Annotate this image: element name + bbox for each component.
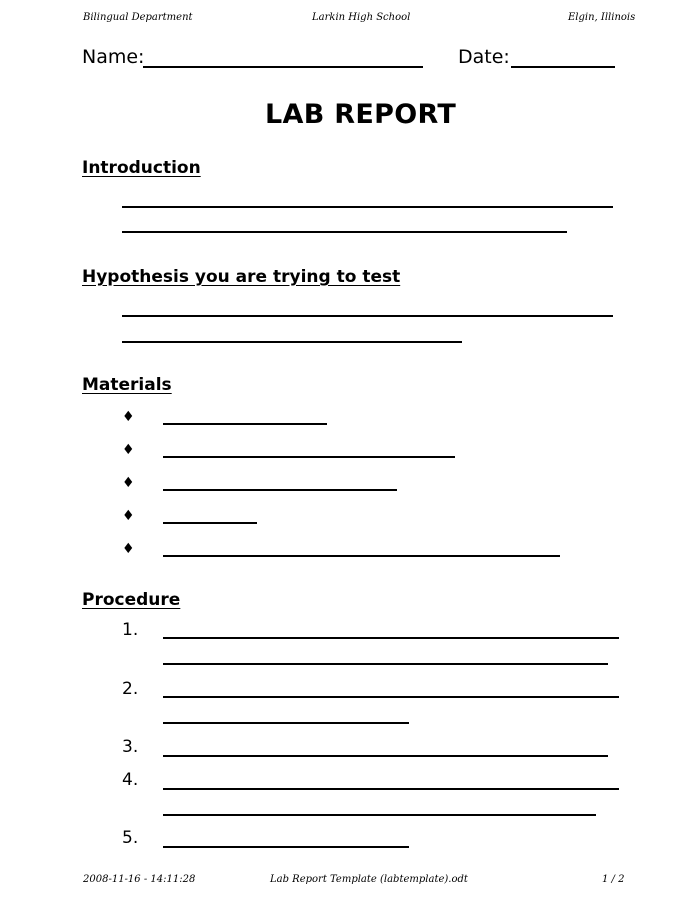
diamond-bullet-icon: ♦ xyxy=(122,475,135,491)
material-line[interactable] xyxy=(163,456,455,458)
section-heading-introduction: Introduction xyxy=(82,158,201,178)
footer-filename: Lab Report Template (labtemplate).odt xyxy=(270,874,468,885)
header-location: Elgin, Illinois xyxy=(568,12,636,23)
procedure-line[interactable] xyxy=(163,663,608,665)
step-number: 2. xyxy=(122,679,139,699)
name-label: Name: xyxy=(82,46,145,68)
name-blank[interactable] xyxy=(143,66,423,68)
step-number: 5. xyxy=(122,828,139,848)
procedure-line[interactable] xyxy=(163,722,409,724)
procedure-line[interactable] xyxy=(163,755,608,757)
procedure-line[interactable] xyxy=(163,846,409,848)
procedure-line[interactable] xyxy=(163,696,619,698)
page-title: LAB REPORT xyxy=(265,99,457,130)
diamond-bullet-icon: ♦ xyxy=(122,508,135,524)
procedure-line[interactable] xyxy=(163,788,619,790)
step-number: 1. xyxy=(122,620,139,640)
section-heading-procedure: Procedure xyxy=(82,590,181,610)
header-department: Bilingual Department xyxy=(83,12,193,23)
introduction-line[interactable] xyxy=(122,231,567,233)
hypothesis-line[interactable] xyxy=(122,315,613,317)
material-line[interactable] xyxy=(163,522,257,524)
step-number: 3. xyxy=(122,737,139,757)
footer-timestamp: 2008-11-16 - 14:11:28 xyxy=(83,874,196,885)
date-blank[interactable] xyxy=(511,66,615,68)
section-heading-hypothesis: Hypothesis you are trying to test xyxy=(82,267,401,287)
diamond-bullet-icon: ♦ xyxy=(122,409,135,425)
procedure-line[interactable] xyxy=(163,637,619,639)
step-number: 4. xyxy=(122,770,139,790)
section-heading-materials: Materials xyxy=(82,375,172,395)
material-line[interactable] xyxy=(163,423,327,425)
material-line[interactable] xyxy=(163,555,560,557)
introduction-line[interactable] xyxy=(122,206,613,208)
hypothesis-line[interactable] xyxy=(122,341,462,343)
diamond-bullet-icon: ♦ xyxy=(122,442,135,458)
procedure-line[interactable] xyxy=(163,814,596,816)
footer-page-number: 1 / 2 xyxy=(602,874,625,885)
diamond-bullet-icon: ♦ xyxy=(122,541,135,557)
material-line[interactable] xyxy=(163,489,397,491)
header-school: Larkin High School xyxy=(312,12,411,23)
date-label: Date: xyxy=(458,46,510,68)
